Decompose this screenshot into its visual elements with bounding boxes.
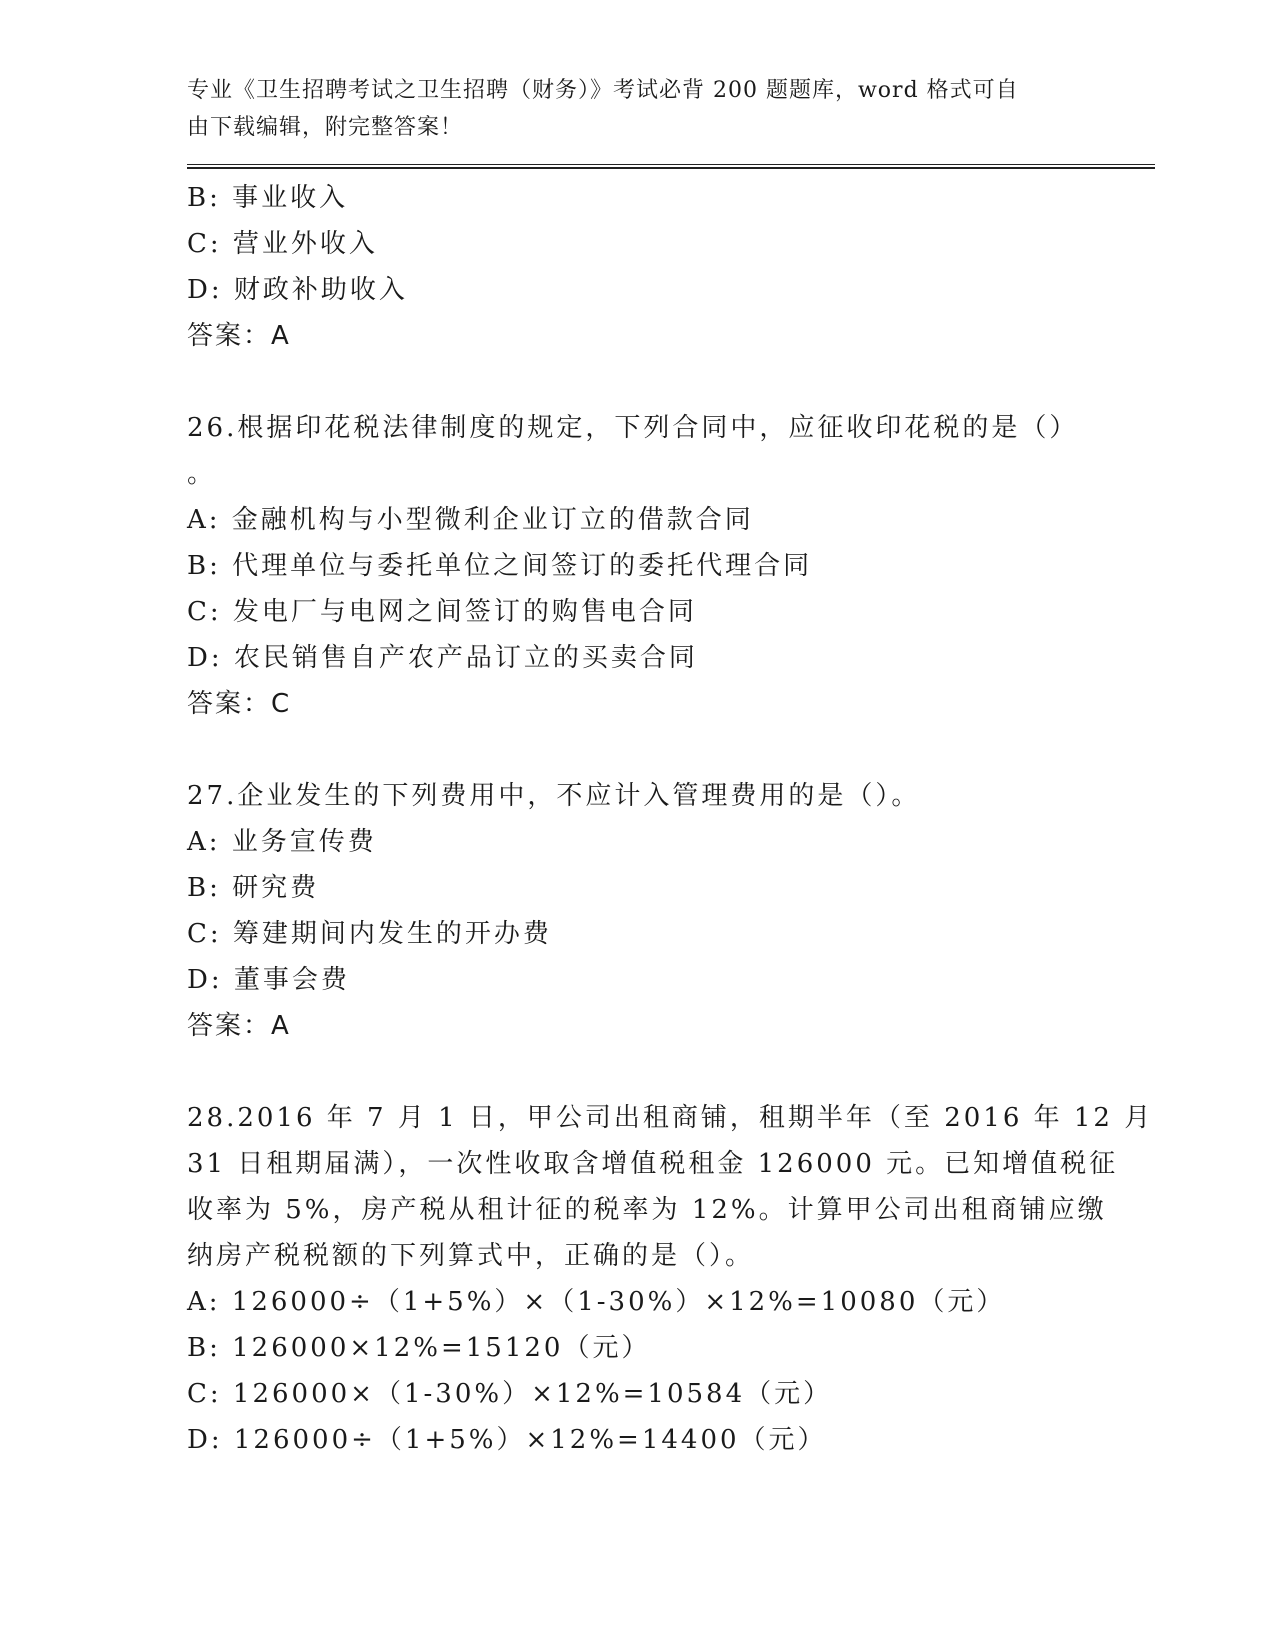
option-b: B: 事业收入 — [187, 183, 349, 213]
option-c: C: 发电厂与电网之间签订的购售电合同 — [187, 597, 697, 627]
question-stem-line: 28.2016 年 7 月 1 日，甲公司出租商铺，租期半年（至 2016 年 12 月 — [187, 1103, 1154, 1133]
question-stem-line: 31 日租期届满），一次性收取含增值税租金 126000 元。已知增值税征 — [187, 1149, 1119, 1179]
header-line-2: 由下载编辑，附完整答案！ — [187, 115, 464, 140]
question-26 — [187, 405, 1147, 727]
option-c: C: 126000×（1-30%）×12%=10584（元） — [187, 1379, 833, 1409]
header-divider — [187, 164, 1155, 169]
option-a: A: 126000÷（1+5%）×（1-30%）×12%=10080（元） — [187, 1287, 1006, 1317]
question-28 — [187, 1095, 1154, 1463]
document-header — [187, 72, 1067, 146]
option-c: C: 营业外收入 — [187, 229, 378, 259]
option-b: B: 126000×12%=15120（元） — [187, 1333, 651, 1363]
question-stem-line: 收率为 5%，房产税从租计征的税率为 12%。计算甲公司出租商铺应缴 — [187, 1195, 1107, 1225]
option-b: B: 代理单位与委托单位之间签订的委托代理合同 — [187, 551, 813, 581]
document-page — [187, 72, 1154, 1463]
question-stem-line: 27.企业发生的下列费用中，不应计入管理费用的是（）。 — [187, 781, 921, 811]
question-list — [187, 175, 1154, 1463]
option-c: C: 筹建期间内发生的开办费 — [187, 919, 552, 949]
option-a: A: 业务宣传费 — [187, 827, 377, 857]
question-stem-line: 26.根据印花税法律制度的规定，下列合同中，应征收印花税的是（） — [187, 413, 1079, 443]
option-a: A: 金融机构与小型微利企业订立的借款合同 — [187, 505, 754, 535]
question-25 — [187, 175, 1147, 359]
option-d: D: 董事会费 — [187, 965, 350, 995]
spacer — [187, 359, 1147, 405]
answer-text: 答案：A — [187, 1011, 291, 1041]
header-line-1: 专业《卫生招聘考试之卫生招聘（财务）》考试必背 200 题题库，word 格式可自 — [187, 78, 1019, 103]
answer-text: 答案：C — [187, 689, 292, 719]
question-27 — [187, 773, 1147, 1049]
spacer — [187, 1049, 1147, 1095]
option-d: D: 财政补助收入 — [187, 275, 408, 305]
answer-text: 答案：A — [187, 321, 291, 351]
option-b: B: 研究费 — [187, 873, 320, 903]
question-stem-line: 。 — [187, 459, 217, 489]
option-d: D: 农民销售自产农产品订立的买卖合同 — [187, 643, 698, 673]
option-d: D: 126000÷（1+5%）×12%=14400（元） — [187, 1425, 827, 1455]
spacer — [187, 727, 1147, 773]
question-stem-line: 纳房产税税额的下列算式中，正确的是（）。 — [187, 1241, 755, 1271]
